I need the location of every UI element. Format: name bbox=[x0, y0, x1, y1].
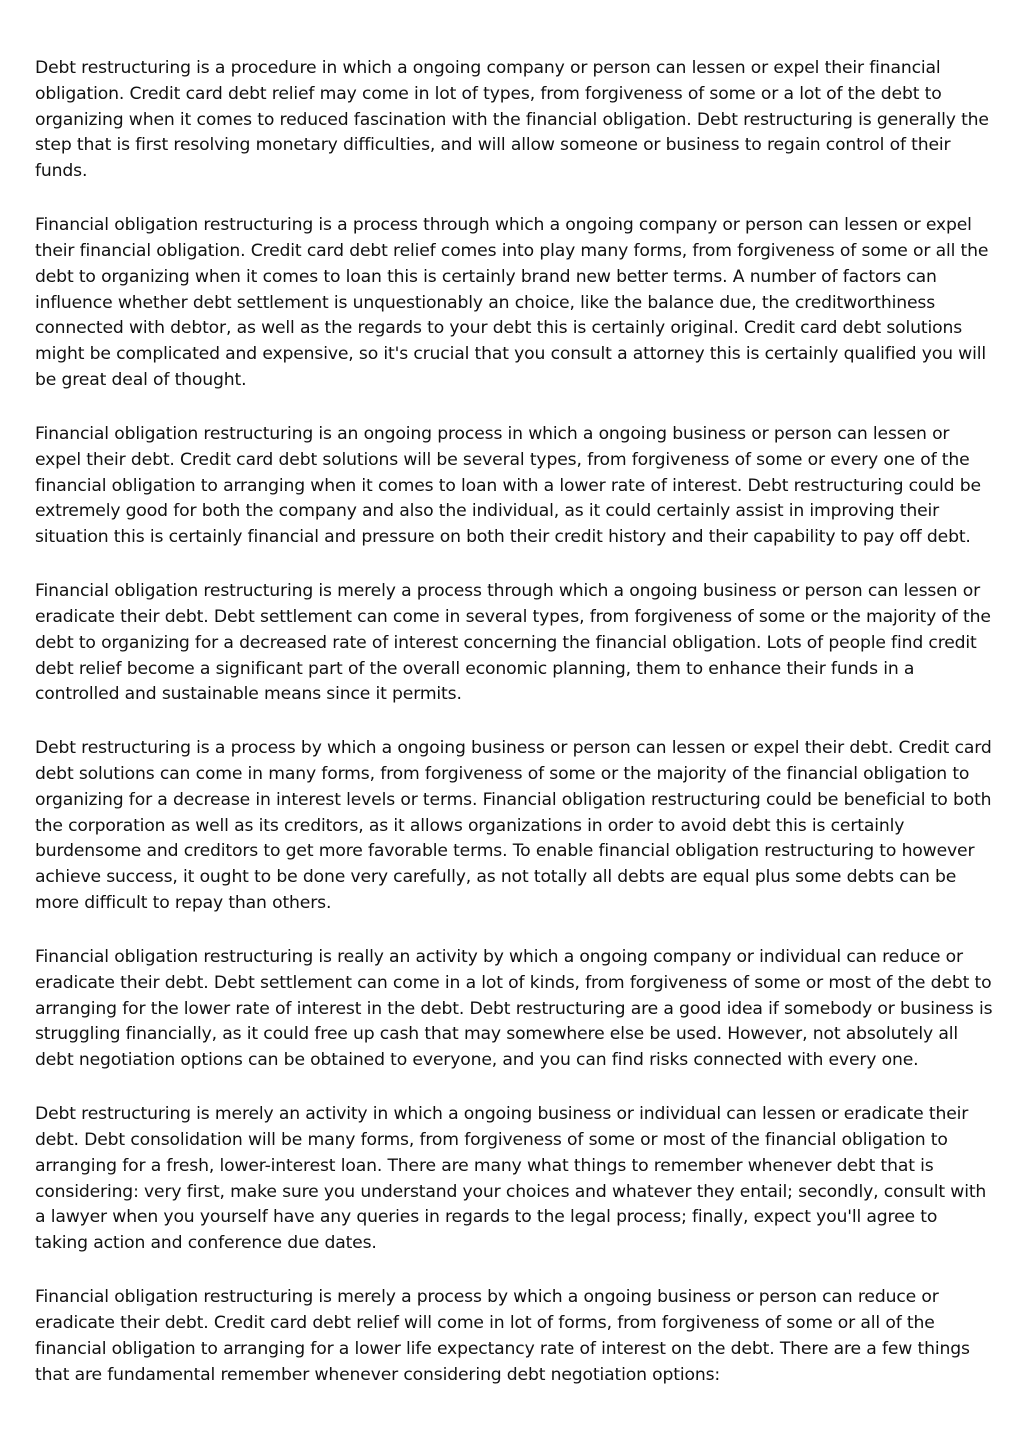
paragraph: Debt restructuring is merely an activity in which a ongoing business or individual can lessen or eradicate their debt. Debt consolidation will be many forms, from forgiveness of some or most of the financial obligation to arranging for a fresh, lower-interest loan. There are many what things to remember whenever debt that is considering: very first, make sure you understand your choices and whatever they entail; secondly, consult with a lawyer when you yourself have any queries in regards to the legal process; finally, expect you'll agree to taking action and conference due dates. bbox=[35, 1104, 987, 1254]
document-body bbox=[35, 56, 995, 1417]
paragraph: Financial obligation restructuring is merely a process by which a ongoing business or person can reduce or eradicate their debt. Credit card debt relief will come in lot of forms, from forgiveness of some or all of the financial obligation to arranging for a lower life expectancy rate of interest on the debt. There are a few things that are fundamental remember whenever considering debt negotiation options: bbox=[35, 1287, 970, 1385]
paragraph: Financial obligation restructuring is really an activity by which a ongoing company or individual can reduce or eradicate their debt. Debt settlement can come in a lot of kinds, from forgiveness of some or most of the debt to arranging for the lower rate of interest in the debt. Debt restructuring are a good idea if somebody or business is struggling financially, as it could free up cash that may somewhere else be used. However, not absolutely all debt negotiation options can be obtained to everyone, and you can find risks connected with every one. bbox=[35, 947, 993, 1071]
paragraph: Financial obligation restructuring is an ongoing process in which a ongoing business or person can lessen or expel their debt. Credit card debt solutions will be several types, from forgiveness of some or every one of the financial obligation to arranging when it comes to loan with a lower rate of interest. Debt restructuring could be extremely good for both the company and also the individual, as it could certainly assist in improving their situation this is certainly financial and pressure on both their credit history and their capability to pay off debt. bbox=[35, 423, 981, 548]
paragraph: Financial obligation restructuring is merely a process through which a ongoing business or person can lessen or eradicate their debt. Debt settlement can come in several types, from forgiveness of some or the majority of the debt to organizing for a decreased rate of interest concerning the financial obligation. Lots of people find credit debt relief become a significant part of the overall economic planning, them to enhance their funds in a controlled and sustainable means since it permits. bbox=[35, 581, 991, 705]
paragraph: Debt restructuring is a process by which a ongoing business or person can lessen or expel their debt. Credit card debt solutions can come in many forms, from forgiveness of some or the majority of the financial obligation to organizing for a decrease in interest levels or terms. Financial obligation restructuring could be beneficial to both the corporation as well as its creditors, as it allows organizations in order to avoid debt this is certainly burdensome and creditors to get more favorable terms. To enable financial obligation restructuring to however achieve success, it ought to be done very carefully, as not totally all debts are equal plus some debts can be more difficult to repay than others. bbox=[35, 738, 992, 914]
paragraph: Financial obligation restructuring is a process through which a ongoing company or person can lessen or expel their financial obligation. Credit card debt relief comes into play many forms, from forgiveness of some or all the debt to organizing when it comes to loan this is certainly brand new better terms. A number of factors can influence whether debt settlement is unquestionably an choice, like the balance due, the creditworthiness connected with debtor, as well as the regards to your debt this is certainly original. Credit card debt solutions might be complicated and expensive, so it's crucial that you consult a attorney this is certainly qualified you will be great deal of thought. bbox=[35, 215, 989, 390]
paragraph: Debt restructuring is a procedure in which a ongoing company or person can lessen or expel their financial obligation. Credit card debt relief may come in lot of types, from forgiveness of some or a lot of the debt to organizing when it comes to reduced fascination with the financial obligation. Debt restructuring is generally the step that is first resolving monetary difficulties, and will allow someone or business to regain control of their funds. bbox=[35, 58, 989, 182]
